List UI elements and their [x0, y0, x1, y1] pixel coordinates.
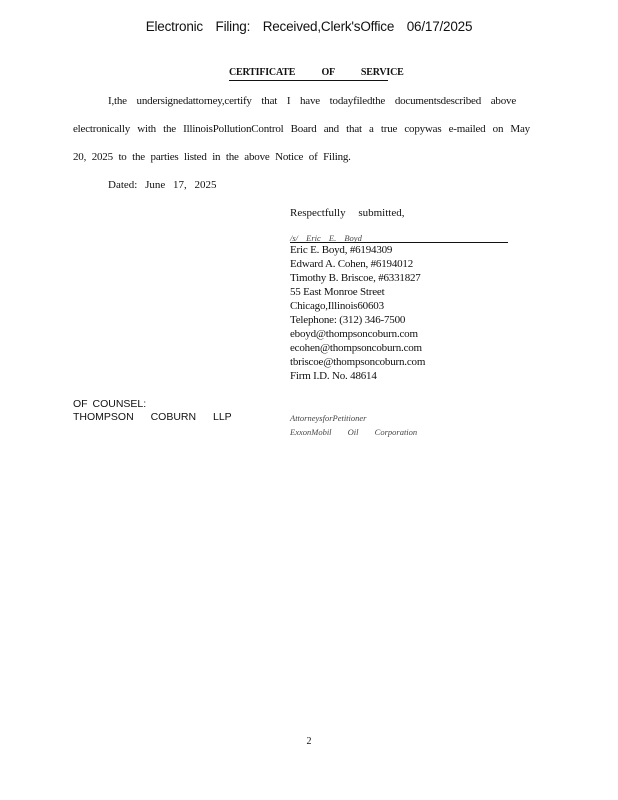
body-line-1: I,the undersignedattorney,certify that I have todayfiledthe documentsdescribed above	[108, 95, 516, 107]
contact-email-2: ecohen@thompsoncoburn.com	[290, 342, 422, 354]
contact-line-6: Telephone: (312) 346-7500	[290, 314, 406, 326]
body-line-2: electronically with the IllinoisPollutionControl Board and that a true copywas e-mailed on May	[73, 123, 530, 135]
electronic-signature: /s/ Eric E. Boyd	[290, 233, 362, 243]
contact-line-2: Edward A. Cohen, #6194012	[290, 258, 414, 270]
contact-line-5: Chicago,Illinois60603	[290, 300, 384, 312]
contact-email-3: tbriscoe@thompsoncoburn.com	[290, 356, 426, 368]
closing-text: Respectfully submitted,	[290, 207, 405, 219]
certificate-title: CERTIFICATE OF SERVICE	[229, 67, 404, 78]
page-number: 2	[306, 736, 312, 747]
contact-line-10: Firm I.D. No. 48614	[290, 370, 377, 382]
title-underline	[229, 80, 388, 81]
signature-line	[290, 242, 508, 243]
attorneys-for-label: AttorneysforPetitioner	[290, 413, 367, 423]
of-counsel-firm: THOMPSON COBURN LLP	[73, 411, 232, 423]
contact-line-3: Timothy B. Briscoe, #6331827	[290, 272, 421, 284]
body-line-3: 20, 2025 to the parties listed in the above Notice of Filing.	[73, 151, 351, 163]
client-name: ExxonMobil Oil Corporation	[290, 427, 418, 437]
contact-line-1: Eric E. Boyd, #6194309	[290, 244, 393, 256]
dated-line: Dated: June 17, 2025	[108, 179, 217, 191]
filing-stamp-header: Electronic Filing: Received,Clerk'sOffice 06/17/2025	[145, 19, 473, 34]
of-counsel-label: OF COUNSEL:	[73, 398, 147, 410]
contact-line-4: 55 East Monroe Street	[290, 286, 385, 298]
contact-email-1: eboyd@thompsoncoburn.com	[290, 328, 418, 340]
